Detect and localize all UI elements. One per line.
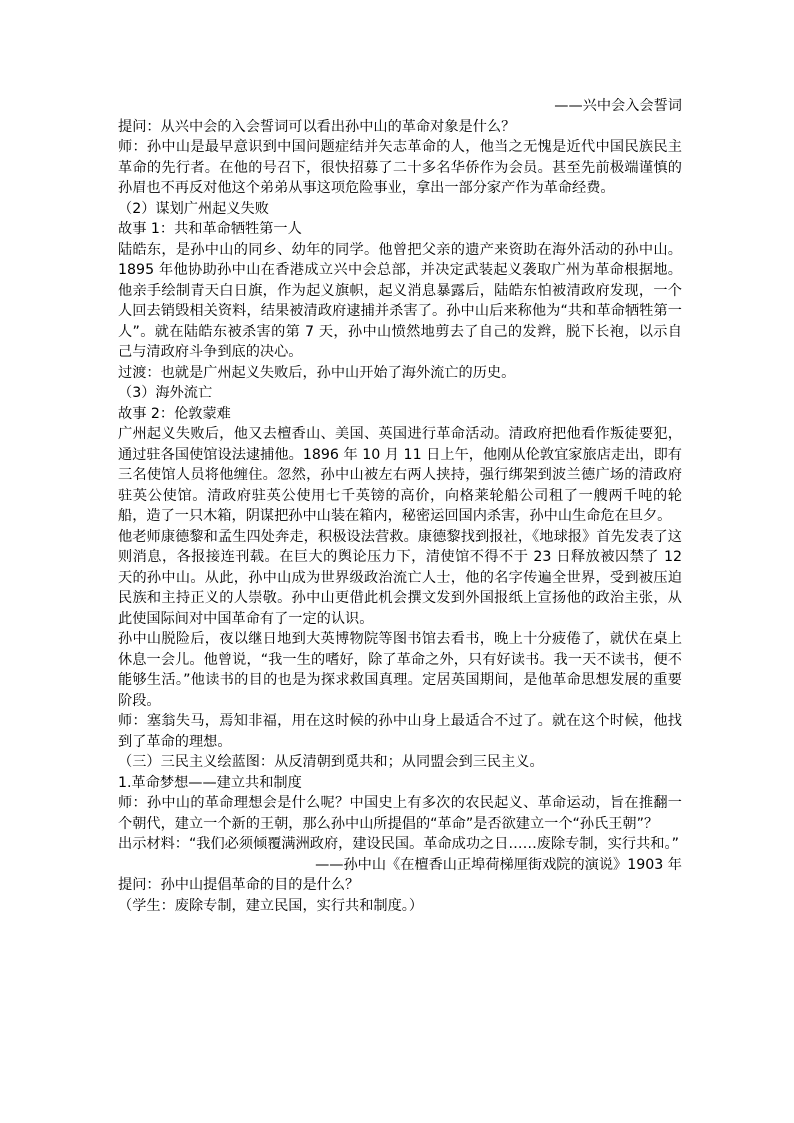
- story-1-body: 陆皓东，是孙中山的同乡、幼年的同学。他曾把父亲的遗产来资助在海外活动的孙中山。1895 年他协助孙中山在香港成立兴中会总部，并决定武装起义袭取广州为革命根据地。他亲手绘制青天白日旗，作为起义旗帜，起义消息暴露后，陆皓东怕被清政府发现，一个人回去销毁相关资料，结果被清政府逮捕并杀害了。孙中山后来称他为“共和革命牺牲第一人”。就在陆皓东被杀害的第 7 天，孙中山愤然地剪去了自己的发辫，脱下长袍，以示自己与清政府斗争到底的决心。: [118, 241, 682, 360]
- question-purpose: 提问：孙中山提倡革命的目的是什么？: [118, 877, 360, 893]
- teacher-question-dynasty: 师：孙中山的革命理想会是什么呢？中国史上有多次的农民起义、革命运动，旨在推翻一个朝代，建立一个新的王朝，那么孙中山所提倡的“革命”是否欲建立一个“孙氏王朝”？: [118, 795, 682, 832]
- question-oath: 提问：从兴中会的入会誓词可以看出孙中山的革命对象是什么？: [118, 118, 516, 135]
- story-2-body-1: 广州起义失败后，他又去檀香山、美国、英国进行革命活动。清政府把他看作叛徒要犯，通过驻各国使馆设法逮捕他。1896 年 10 月 11 日上午，他刚从伦敦宜家旅店走出，即有三名使馆人员将他缠住。忽然，孙中山被左右两人挟持，强行绑架到波兰德广场的清政府驻英公使馆。清政府驻英公使用七千英镑的高价，向格莱轮船公司租了一艘两千吨的轮船，造了一只木箱，阴谋把孙中山装在箱内，秘密运回国内杀害，孙中山生命危在旦夕。: [118, 426, 682, 524]
- story-1-title: 故事 1：共和革命牺牲第一人: [118, 221, 302, 237]
- section-three-principles: （三）三民主义绘蓝图：从反清朝到觅共和；从同盟会到三民主义。: [118, 754, 544, 770]
- oath-source: ——兴中会入会誓词: [554, 98, 682, 114]
- story-2-title: 故事 2：伦敦蒙难: [118, 405, 231, 422]
- story-2-body-2: 他老师康德黎和孟生四处奔走，积极设法营救。康德黎找到报社，《地球报》首先发表了这则消息，各报接连刊载。在巨大的舆论压力下，清使馆不得不于 23 日释放被囚禁了 12 天的孙中山。从此，孙中山成为世界级政治流亡人士，他的名字传遍全世界，受到被压迫民族和主持正义的人崇敬。孙中山更借此机会撰文发到外国报纸上宣扬他的政治主张，从此使国际间对中国革命有了一定的认识。: [118, 528, 682, 627]
- subsection-republic: 1.革命梦想——建立共和制度: [118, 774, 302, 791]
- section-exile: （3）海外流亡: [118, 385, 213, 401]
- transition-text: 过渡：也就是广州起义失败后，孙中山开始了海外流亡的历史。: [118, 364, 516, 381]
- material-source: ——孙中山《在檀香山正埠荷梯厘街戏院的演说》1903 年: [315, 856, 682, 873]
- teacher-commentary-fortune: 师：塞翁失马，焉知非福，用在这时候的孙中山身上最适合不过了。就在这个时候，他找到了革命的理想。: [118, 713, 682, 750]
- teacher-commentary-pioneer: 师：孙中山是最早意识到中国问题症结并矢志革命的人，他当之无愧是近代中国民族民主革命的先行者。在他的号召下，很快招募了二十多名华侨作为会员。甚至先前极端谨慎的孙眉也不再反对他这个弟弟从事这项危险事业，拿出一部分家产作为革命经费。: [118, 139, 682, 196]
- section-guangzhou-uprising: （2）谋划广州起义失败: [118, 200, 269, 217]
- document-page: [118, 96, 682, 916]
- material-quote: 出示材料：“我们必须倾覆满洲政府，建设民国。革命成功之日……废除专制，实行共和。”: [118, 836, 679, 852]
- story-2-body-3: 孙中山脱险后，夜以继日地到大英博物院等图书馆去看书，晚上十分疲倦了，就伏在桌上休息一会儿。他曾说，“我一生的嗜好，除了革命之外，只有好读书。我一天不读书，便不能够生活。”他读书的目的也是为探求救国真理。定居英国期间，是他革命思想发展的重要阶段。: [118, 631, 682, 709]
- student-answer: （学生：废除专制，建立民国，实行共和制度。）: [118, 897, 424, 914]
